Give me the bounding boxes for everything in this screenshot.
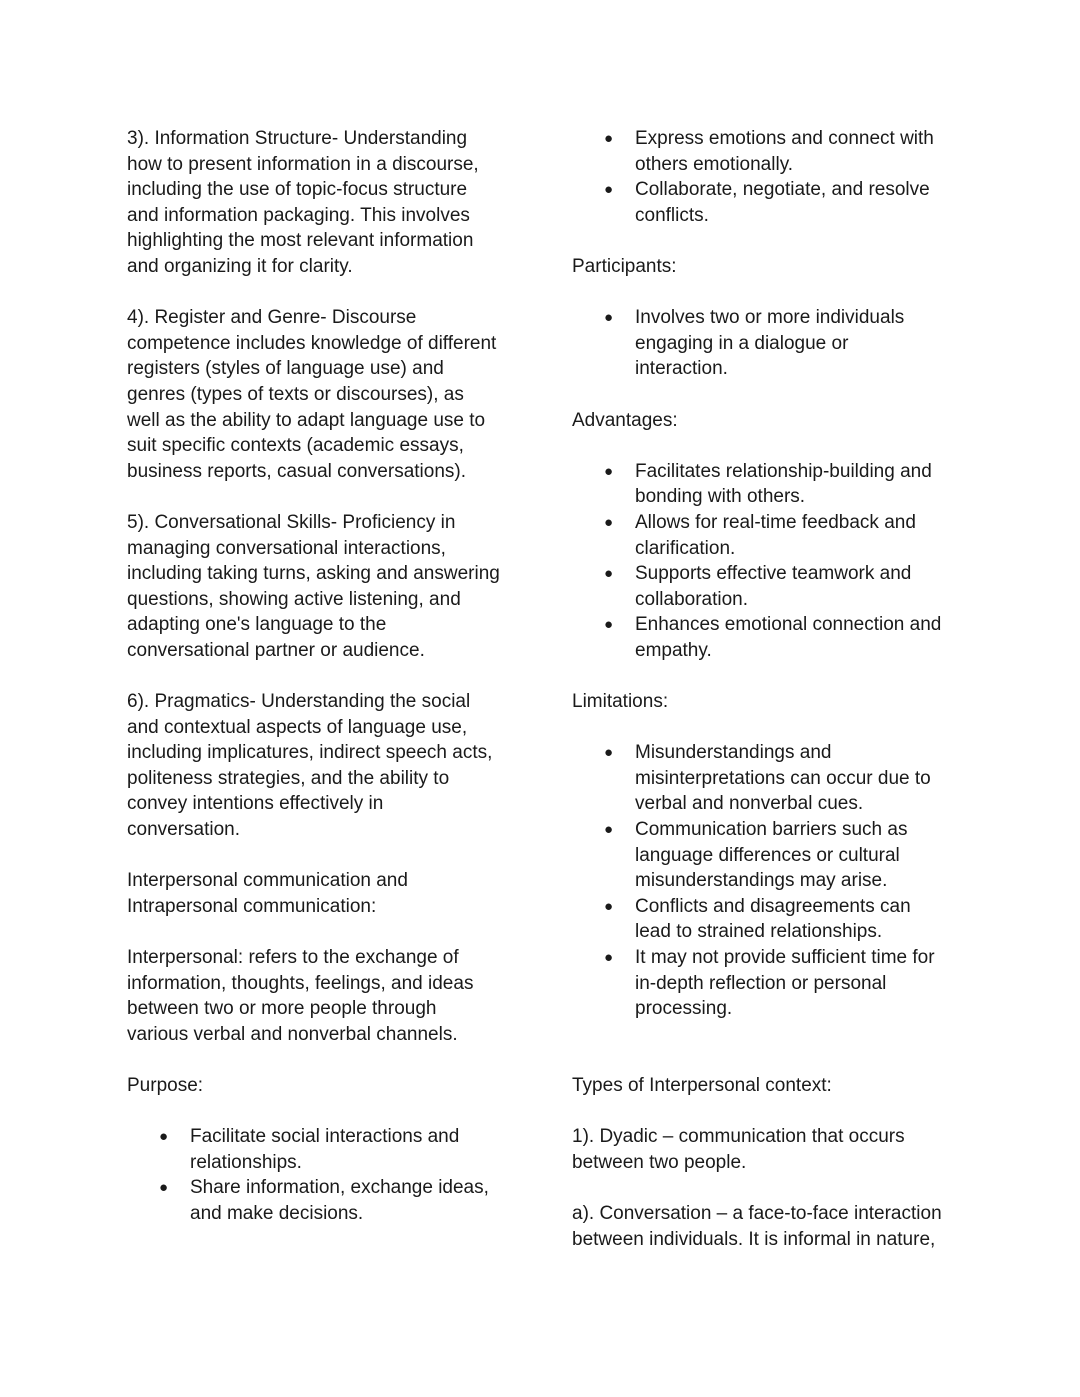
- text-line: competence includes knowledge of different: [127, 332, 497, 354]
- list-item: [572, 510, 957, 561]
- purpose-list-continued: [572, 126, 957, 228]
- text-line: interaction.: [635, 358, 728, 380]
- text-line: well as the ability to adapt language use to: [127, 409, 486, 431]
- text-line: and information packaging. This involves: [127, 204, 470, 226]
- list-item: [572, 305, 957, 382]
- bullet-icon: ●: [604, 130, 614, 147]
- bullet-icon: ●: [604, 744, 614, 762]
- text-line: information, thoughts, feelings, and ideas: [127, 972, 474, 994]
- text-line: Express emotions and connect with: [635, 128, 934, 149]
- paragraph-interpersonal-definition: [127, 945, 512, 1047]
- text-line: Interpersonal communication and: [127, 870, 408, 892]
- text-line: processing.: [635, 998, 733, 1020]
- text-line: others emotionally.: [635, 153, 794, 175]
- list-item: [127, 1175, 512, 1226]
- bullet-icon: ●: [604, 897, 614, 915]
- text-line: in-depth reflection or personal: [635, 972, 887, 994]
- bullet-icon: ●: [604, 181, 614, 199]
- text-line: and make decisions.: [190, 1202, 364, 1224]
- list-item: [572, 561, 957, 612]
- left-column: [127, 126, 512, 1227]
- participants-label: Participants:: [572, 255, 677, 277]
- text-line: genres (types of texts or discourses), as: [127, 383, 464, 405]
- text-line: including implicatures, indirect speech acts,: [127, 742, 493, 764]
- text-line: suit specific contexts (academic essays,: [127, 435, 464, 457]
- text-line: Interpersonal: refers to the exchange of: [127, 947, 459, 968]
- text-line: between individuals. It is informal in nature,: [572, 1228, 936, 1250]
- text-line: 6). Pragmatics- Understanding the social: [127, 691, 471, 713]
- text-line: between two people.: [572, 1151, 747, 1173]
- text-line: engaging in a dialogue or: [635, 332, 849, 354]
- list-item: [572, 817, 957, 894]
- text-line: between two or more people through: [127, 998, 437, 1020]
- text-line: questions, showing active listening, and: [127, 588, 461, 610]
- text-line: convey intentions effectively in: [127, 793, 384, 815]
- text-line: including the use of topic-focus structure: [127, 179, 468, 201]
- text-line: 3). Information Structure- Understanding: [127, 128, 468, 149]
- text-line: various verbal and nonverbal channels.: [127, 1023, 458, 1045]
- types-label: Types of Interpersonal context:: [572, 1074, 832, 1096]
- bullet-icon: ●: [604, 821, 614, 839]
- purpose-list: [127, 1124, 512, 1226]
- text-line: Collaborate, negotiate, and resolve: [635, 179, 930, 201]
- paragraph-pragmatics: [127, 689, 512, 843]
- paragraph-conversational-skills: [127, 510, 512, 664]
- text-line: conflicts.: [635, 204, 709, 226]
- text-line: 4). Register and Genre- Discourse: [127, 307, 417, 329]
- text-line: 1). Dyadic – communication that occurs: [572, 1126, 905, 1148]
- text-line: misunderstandings may arise.: [635, 870, 888, 892]
- text-line: conversational partner or audience.: [127, 639, 425, 661]
- text-line: 5). Conversational Skills- Proficiency in: [127, 511, 456, 533]
- text-line: business reports, casual conversations).: [127, 460, 466, 482]
- paragraph-conversation: [572, 1201, 957, 1252]
- bullet-icon: ●: [159, 1179, 169, 1197]
- bullet-icon: ●: [604, 513, 614, 531]
- list-item: [572, 612, 957, 663]
- purpose-label: Purpose:: [127, 1074, 204, 1096]
- list-item: [572, 459, 957, 510]
- text-line: Supports effective teamwork and: [635, 563, 912, 585]
- paragraph-register-genre: [127, 305, 512, 484]
- text-line: conversation.: [127, 819, 241, 841]
- text-line: language differences or cultural: [635, 844, 900, 866]
- text-line: Share information, exchange ideas,: [190, 1177, 489, 1199]
- text-line: how to present information in a discourse,: [127, 153, 479, 175]
- bullet-icon: ●: [604, 309, 614, 327]
- text-line: and organizing it for clarity.: [127, 255, 353, 277]
- text-line: Misunderstandings and: [635, 742, 832, 764]
- text-line: Allows for real-time feedback and: [635, 511, 916, 533]
- paragraph-information-structure: [127, 126, 512, 280]
- advantages-label: Advantages:: [572, 409, 678, 431]
- advantages-list: [572, 459, 957, 664]
- text-line: clarification.: [635, 537, 736, 559]
- bullet-icon: ●: [604, 616, 614, 634]
- bullet-icon: ●: [604, 462, 614, 480]
- text-line: It may not provide sufficient time for: [635, 947, 935, 968]
- text-line: politeness strategies, and the ability to: [127, 767, 450, 789]
- text-line: relationships.: [190, 1151, 302, 1173]
- paragraph-dyadic: [572, 1124, 957, 1175]
- right-column: [572, 126, 957, 1252]
- participants-list: [572, 305, 957, 382]
- bullet-icon: ●: [159, 1128, 169, 1146]
- text-line: misinterpretations can occur due to: [635, 767, 931, 789]
- text-line: registers (styles of language use) and: [127, 358, 444, 380]
- text-line: lead to strained relationships.: [635, 921, 883, 943]
- text-line: adapting one's language to the: [127, 614, 387, 636]
- bullet-icon: ●: [604, 565, 614, 583]
- list-item: [572, 177, 957, 228]
- list-item: [572, 740, 957, 817]
- text-line: Facilitates relationship-building and: [635, 460, 932, 482]
- text-line: including taking turns, asking and answering: [127, 563, 500, 585]
- text-line: Enhances emotional connection and: [635, 614, 942, 636]
- text-line: bonding with others.: [635, 486, 806, 508]
- text-line: a). Conversation – a face-to-face interaction: [572, 1202, 942, 1224]
- list-item: [572, 894, 957, 945]
- limitations-list: [572, 740, 957, 1022]
- text-line: empathy.: [635, 639, 712, 661]
- list-item: [572, 945, 957, 1022]
- text-line: Facilitate social interactions and: [190, 1126, 460, 1148]
- section-heading-communication: [127, 868, 512, 919]
- limitations-label: Limitations:: [572, 691, 669, 713]
- text-line: Communication barriers such as: [635, 819, 908, 841]
- text-line: Intrapersonal communication:: [127, 895, 377, 917]
- text-line: managing conversational interactions,: [127, 537, 446, 559]
- list-item: [127, 1124, 512, 1175]
- bullet-icon: ●: [604, 949, 614, 966]
- text-line: Involves two or more individuals: [635, 307, 905, 329]
- text-line: highlighting the most relevant information: [127, 230, 474, 252]
- text-line: collaboration.: [635, 588, 749, 610]
- text-line: verbal and nonverbal cues.: [635, 793, 864, 815]
- list-item: [572, 126, 957, 177]
- text-line: and contextual aspects of language use,: [127, 716, 468, 738]
- text-line: Conflicts and disagreements can: [635, 895, 911, 917]
